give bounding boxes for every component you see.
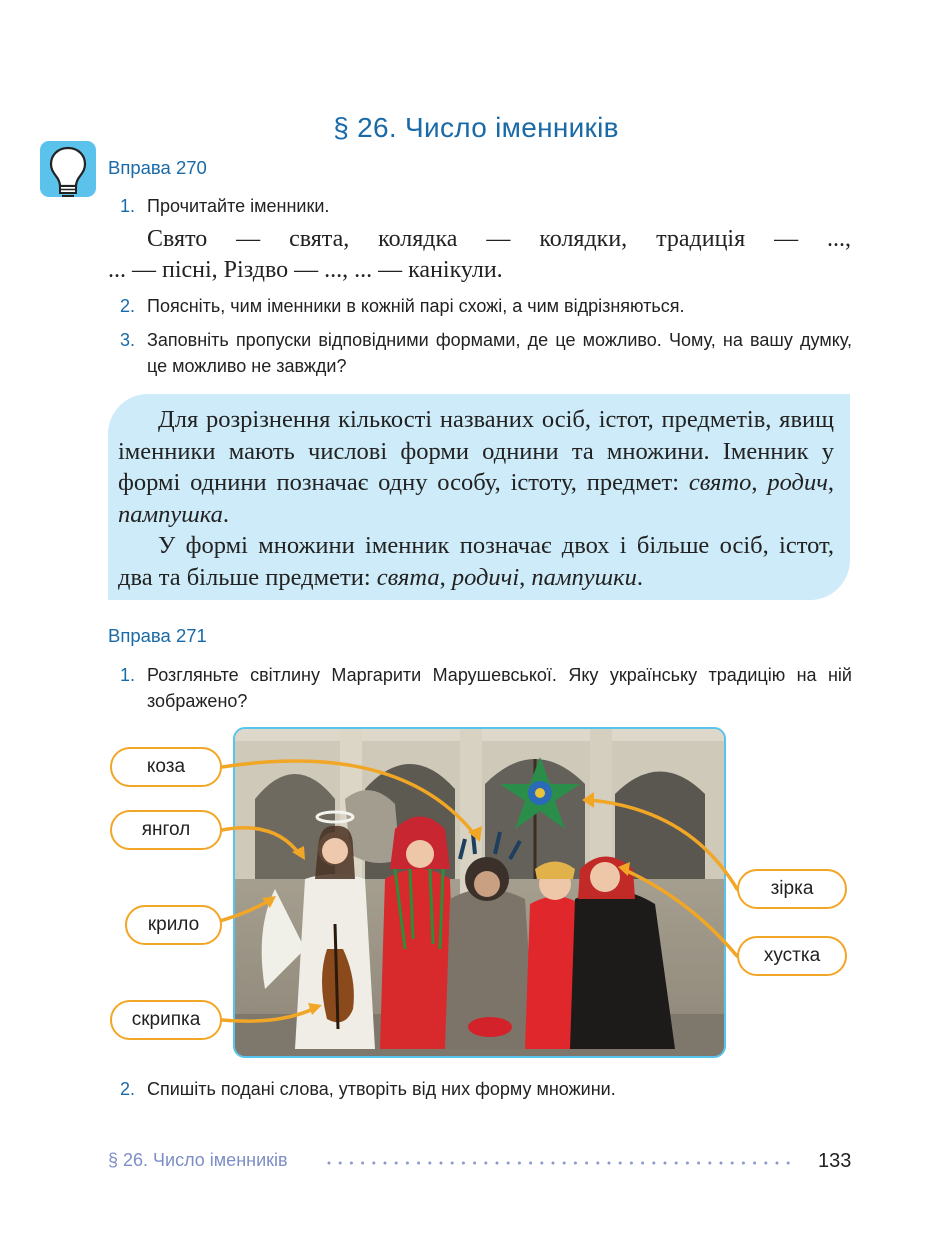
exercise-270-label: Вправа 270	[108, 157, 207, 178]
example-word: родичі	[451, 563, 520, 591]
separator: ,	[827, 469, 835, 496]
running-footer: § 26. Число іменників	[108, 1150, 288, 1170]
example-word: родич	[767, 469, 828, 496]
arrow-koza	[222, 761, 475, 835]
tag-khustka: хустка	[737, 936, 847, 976]
exercise-271-label: Вправа 271	[108, 625, 207, 646]
word-pairs-line-2: ... — пісні, Різдво — ..., ... — канікули.	[108, 257, 503, 283]
tag-skrypka: скрипка	[110, 1000, 222, 1040]
example-word: свято	[688, 469, 752, 496]
separator: ,	[751, 469, 768, 496]
arrow-khustka	[625, 870, 737, 956]
arrow-zirka	[590, 800, 737, 889]
item-number: 2.	[120, 1079, 136, 1099]
word-pairs-line-1: Свято — свята, колядка — колядки, традиція — ...,	[147, 226, 851, 252]
item-number: 3.	[120, 330, 136, 350]
item-text: Прочитайте іменники.	[147, 196, 330, 216]
rule-text: Для розрізнення кількості названих осіб, істот, предметів, явищ іменники мають числові форми однини та множини. Іменник у формі однини позначає одну особу, істоту, предмет:	[118, 406, 834, 496]
item-text: Спишіть подані слова, утворіть від них форму множини.	[147, 1079, 616, 1099]
period: .	[222, 500, 229, 528]
dotted-leader	[326, 1160, 802, 1166]
ex271-item-2	[120, 1076, 852, 1102]
arrowhead	[618, 862, 630, 876]
item-number: 1.	[120, 665, 136, 685]
rule-text: У формі множини іменник позначає двох і більше осіб, істот, два та більше предмети:	[118, 532, 834, 591]
separator: ,	[439, 563, 452, 591]
tag-koza: коза	[110, 747, 222, 787]
page-number: 133	[818, 1150, 852, 1172]
arrowhead	[582, 792, 594, 808]
arrow-skrypka	[222, 1008, 315, 1021]
item-text: Заповніть пропуски відповідними формами, де це можливо. Чому, на вашу думку, це можливо не завжди?	[147, 330, 852, 376]
tag-zirka: зірка	[737, 869, 847, 909]
item-number: 2.	[120, 296, 136, 316]
period: .	[636, 563, 644, 591]
item-text: Розгляньте світлину Маргарити Марушевської. Яку українську традицію на ній зображено?	[147, 665, 852, 711]
example-word: пампушки	[531, 563, 637, 591]
tag-krylo: крило	[125, 905, 222, 945]
item-number: 1.	[120, 196, 136, 216]
arrow-yanhol	[222, 828, 300, 855]
tag-yanhol: янгол	[110, 810, 222, 850]
example-word: пампушка	[118, 500, 223, 528]
example-word: свята	[376, 563, 440, 591]
separator: ,	[519, 563, 532, 591]
arrowhead	[308, 1003, 322, 1015]
item-text: Поясніть, чим іменники в кожній парі схожі, а чим відрізняються.	[147, 296, 685, 316]
page-title: § 26. Число іменників	[333, 112, 619, 143]
